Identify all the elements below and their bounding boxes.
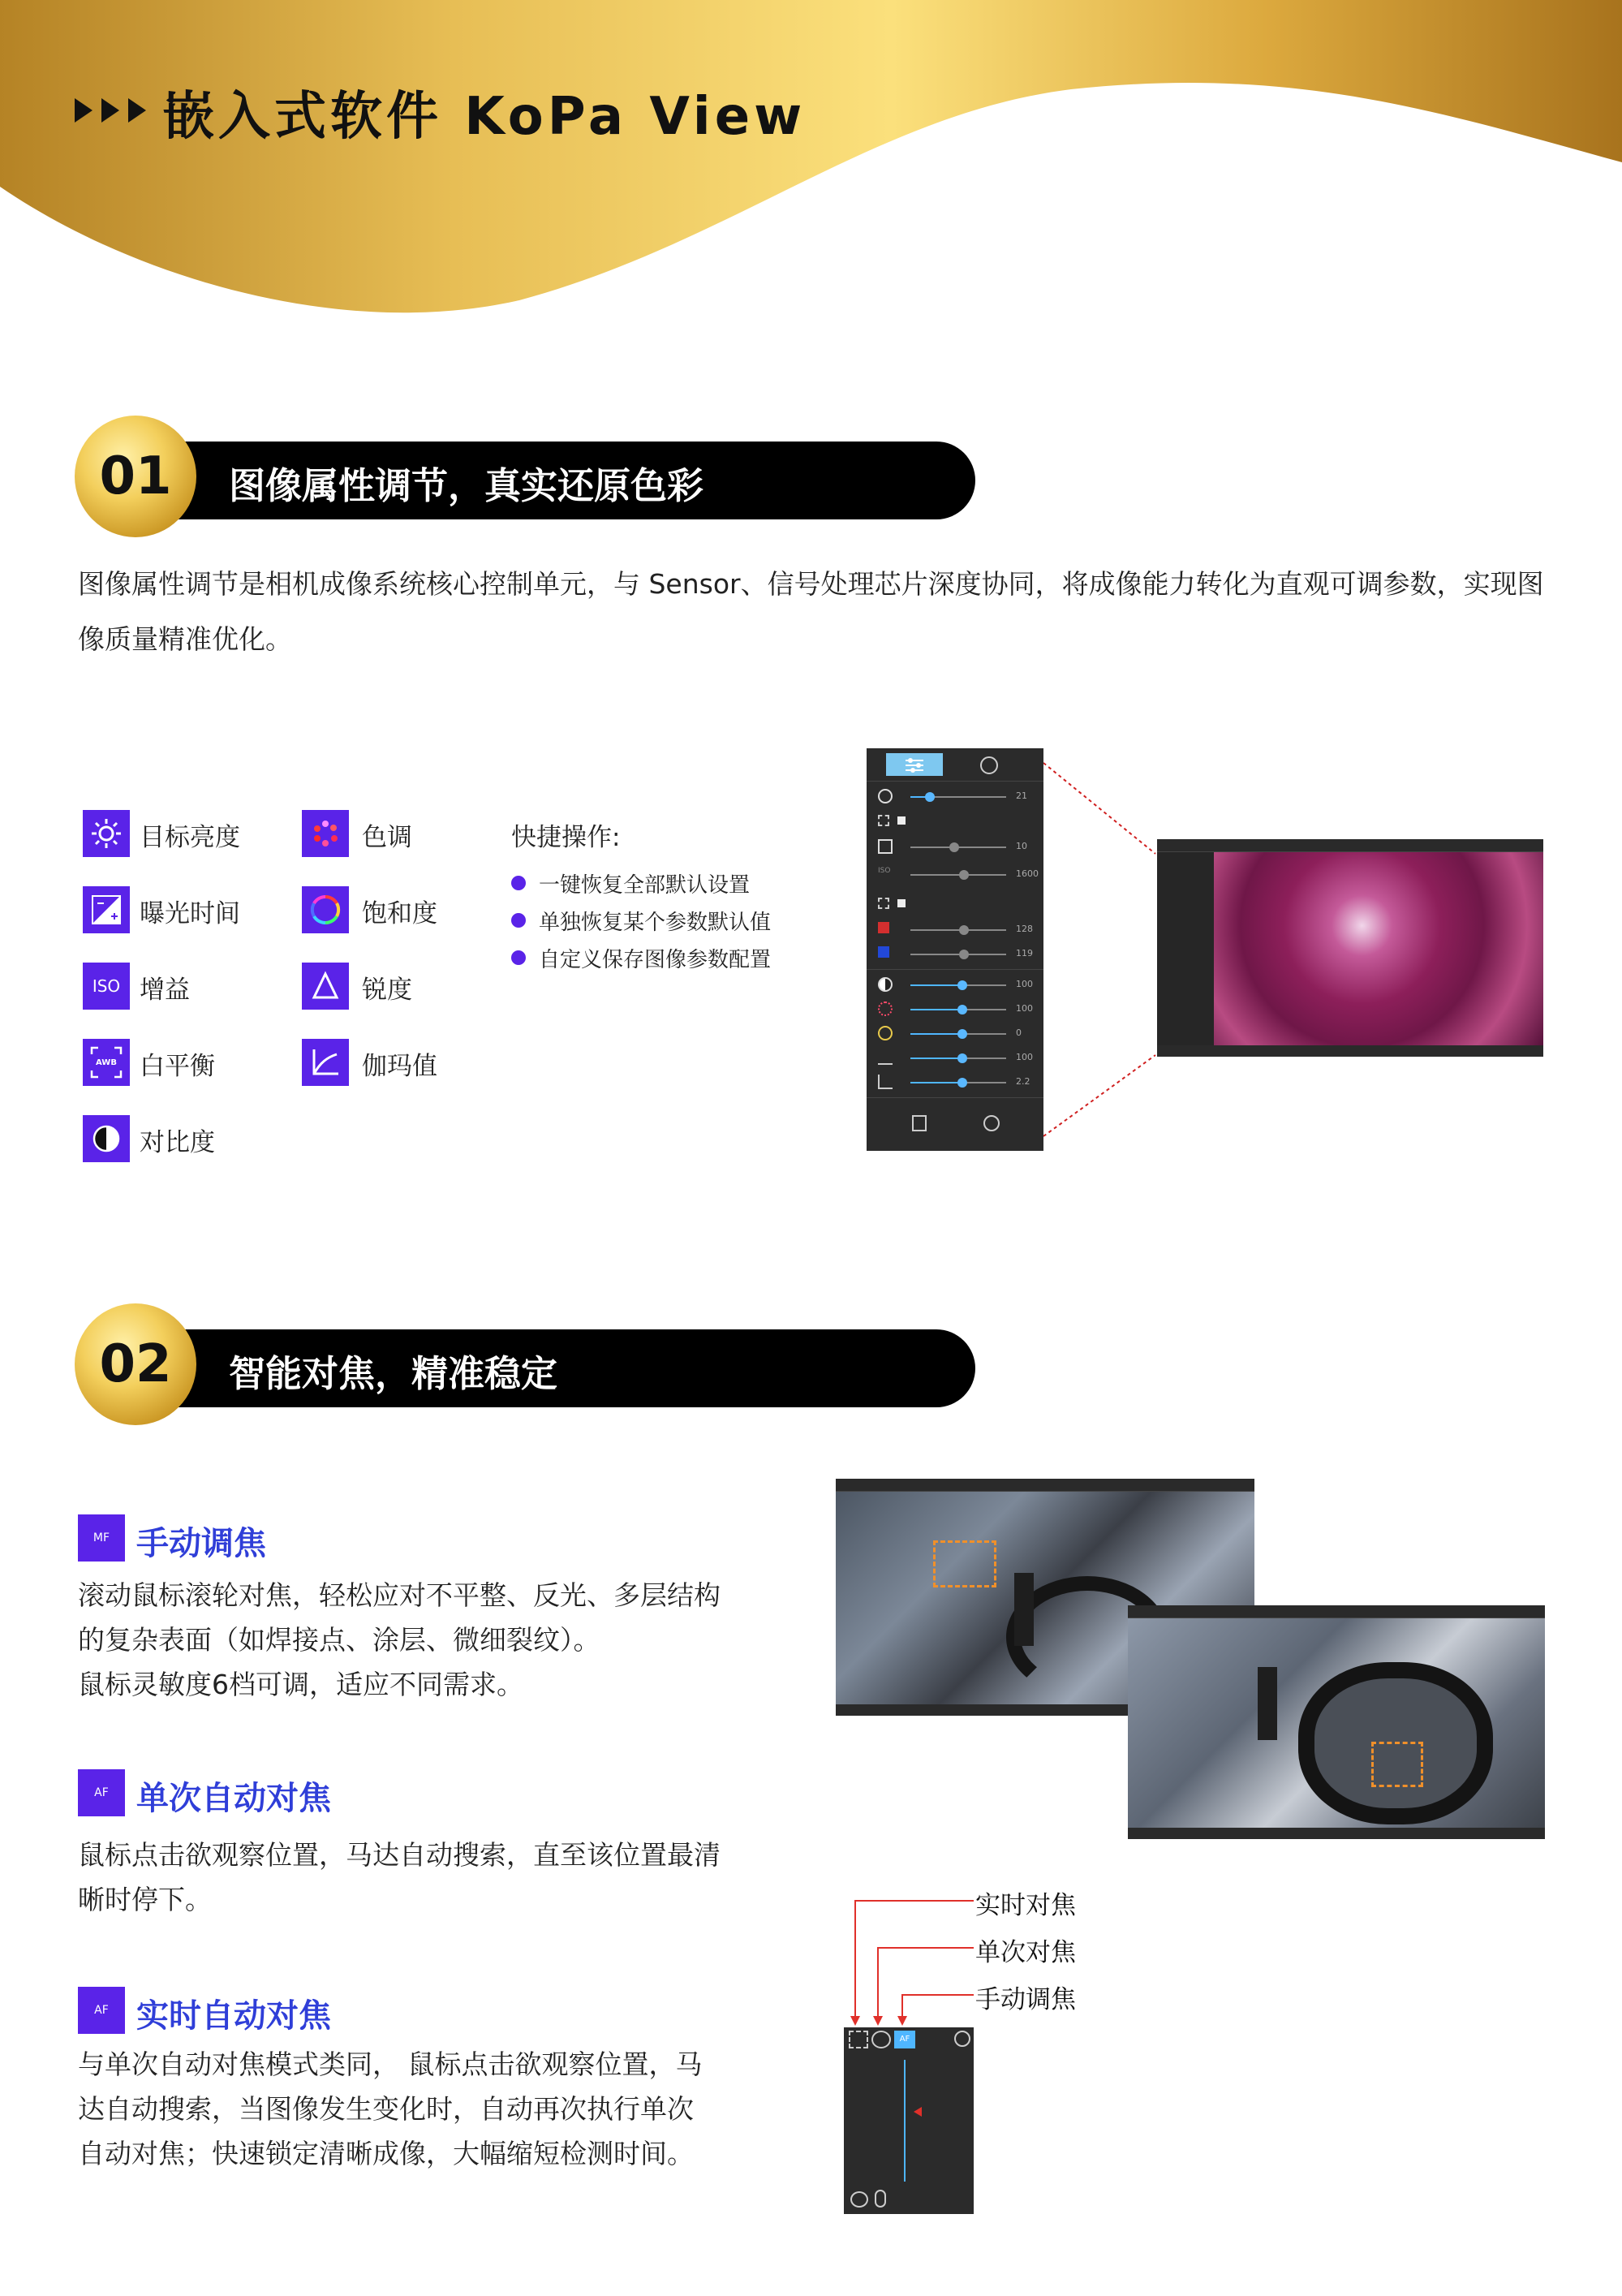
feature-label: 对比度	[140, 1128, 215, 1157]
bottom-bar	[1128, 1828, 1545, 1839]
panel-divider	[867, 969, 1043, 970]
mf-icon: MF	[78, 1514, 125, 1562]
focus-mode-title: 手动调焦	[136, 1525, 266, 1562]
callout-continuous-focus: 实时对焦	[975, 1891, 1076, 1920]
focus-mode-text: 自动对焦；快速锁定清晰成像，大幅缩短检测时间。	[78, 2138, 694, 2169]
section-number: 01	[99, 446, 172, 506]
toolbar	[1128, 1605, 1545, 1618]
shortcut-item: 单独恢复某个参数默认值	[511, 906, 771, 936]
focus-mode-text: 鼠标灵敏度6档可调，适应不同需求。	[78, 1669, 523, 1700]
focus-frame	[1371, 1742, 1423, 1787]
side-panel	[1157, 852, 1214, 1045]
reset-icon[interactable]	[983, 1115, 1000, 1131]
toolbar	[1157, 839, 1543, 852]
af-icon: AF	[78, 1769, 125, 1816]
feature-label: 伽玛值	[362, 1052, 437, 1081]
auto-wb-checkbox[interactable]	[897, 899, 906, 907]
brightness-icon	[83, 810, 130, 857]
sharpness-icon	[302, 963, 349, 1010]
bottom-bar	[1157, 1045, 1543, 1057]
focus-mode-text: 达自动搜索，当图像发生变化时，自动再次执行单次	[78, 2093, 694, 2125]
contrast-icon	[83, 1115, 130, 1162]
focus-marker-icon	[914, 2107, 922, 2117]
auto-exposure-icon	[878, 815, 889, 826]
section-01-header	[75, 416, 975, 537]
callout-manual-focus: 手动调焦	[975, 1985, 1076, 2014]
slider-row[interactable]: 0	[878, 1026, 1035, 1042]
awb-icon	[83, 1039, 130, 1086]
software-screenshot-pcb-after	[1128, 1605, 1545, 1839]
feature-label: 增益	[140, 976, 190, 1005]
focus-track[interactable]	[904, 2060, 906, 2182]
panel-divider	[867, 781, 1043, 782]
section-number: 02	[99, 1334, 172, 1394]
mouse-icon	[875, 2190, 886, 2208]
slider-row[interactable]: 2.2	[878, 1075, 1035, 1091]
feature-label: 饱和度	[362, 899, 437, 928]
focus-mode-title: 单次自动对焦	[136, 1780, 331, 1817]
slider-row[interactable]: 100	[878, 1050, 1035, 1066]
callout-lines	[844, 1881, 982, 2027]
focus-mode-title: 实时自动对焦	[136, 1997, 331, 2035]
slider-row[interactable]: 10	[878, 839, 1035, 855]
section-title: 智能对焦，精准稳定	[229, 1352, 558, 1395]
single-focus-button[interactable]	[871, 2031, 891, 2048]
section-title: 图像属性调节，真实还原色彩	[229, 464, 704, 507]
feature-label: 色调	[362, 823, 412, 852]
close-icon[interactable]	[954, 2031, 970, 2047]
toolbar	[836, 1479, 1254, 1492]
focus-mode-text: 滚动鼠标滚轮对焦，轻松应对不平整、反光、多层结构	[78, 1579, 721, 1611]
connector-lines	[1043, 748, 1157, 1151]
section-01-description: 图像属性调节是相机成像系统核心控制单元，与 Sensor、信号处理芯片深度协同，将成像能力转化为直观可调参数，实现图像质量精准优化。	[78, 568, 1544, 655]
saturation-icon	[302, 886, 349, 933]
callout-single-focus: 单次对焦	[975, 1938, 1076, 1967]
focus-slider[interactable]	[1258, 1667, 1277, 1740]
focus-frame	[933, 1540, 996, 1587]
feature-label: 曝光时间	[140, 899, 240, 928]
shortcut-item: 一键恢复全部默认设置	[511, 868, 750, 898]
slider-row[interactable]: 100	[878, 977, 1035, 993]
focus-mode-text: 晰时停下。	[78, 1884, 212, 1915]
slider-row[interactable]: 119	[878, 946, 1035, 963]
shortcut-item: 自定义保存图像参数配置	[511, 943, 771, 973]
auto-exposure-checkbox[interactable]	[897, 816, 906, 825]
shortcuts-title: 快捷操作:	[511, 823, 621, 852]
exposure-icon	[83, 886, 130, 933]
focus-mode-text: 与单次自动对焦模式类同， 鼠标点击欲观察位置，马	[78, 2048, 703, 2080]
mouse-sensitivity-icon[interactable]	[850, 2191, 868, 2208]
slider-row[interactable]: 21	[878, 789, 1035, 805]
auto-wb-icon	[878, 898, 889, 909]
triple-arrow-icon	[75, 96, 149, 125]
slider-row[interactable]: 100	[878, 1002, 1035, 1018]
awb-text: AWB	[96, 1058, 117, 1067]
slider-row[interactable]: ISO 1600	[878, 867, 1039, 879]
gear-icon[interactable]	[980, 756, 998, 774]
focus-mode-text: 鼠标点击欲观察位置，马达自动搜索，直至该位置最清	[78, 1839, 721, 1871]
iso-icon: ISO	[83, 963, 130, 1010]
gold-header-wave	[0, 0, 1622, 341]
tab-image-settings[interactable]	[886, 753, 943, 776]
panel-divider	[867, 1097, 1043, 1098]
focus-slider[interactable]	[1014, 1573, 1034, 1646]
page-title: 嵌入式软件 KoPa View	[162, 87, 807, 147]
focus-mode-text: 的复杂表面（如焊接点、涂层、微细裂纹）。	[78, 1624, 600, 1656]
continuous-af-icon: AF	[78, 1987, 125, 2034]
software-screenshot-flower	[1157, 839, 1543, 1057]
image-settings-panel	[867, 748, 1043, 1151]
section-02-header	[75, 1303, 975, 1425]
continuous-focus-button[interactable]	[849, 2031, 868, 2048]
gamma-icon	[302, 1039, 349, 1086]
flower-image	[1214, 852, 1543, 1045]
feature-label: 目标亮度	[140, 823, 240, 852]
hue-icon	[302, 810, 349, 857]
feature-label: 白平衡	[140, 1052, 215, 1081]
feature-label: 锐度	[362, 976, 412, 1005]
manual-focus-button[interactable]: AF	[894, 2031, 915, 2048]
focus-control-panel	[844, 2027, 974, 2214]
slider-row[interactable]: 128	[878, 922, 1035, 938]
save-config-icon[interactable]	[912, 1115, 927, 1131]
